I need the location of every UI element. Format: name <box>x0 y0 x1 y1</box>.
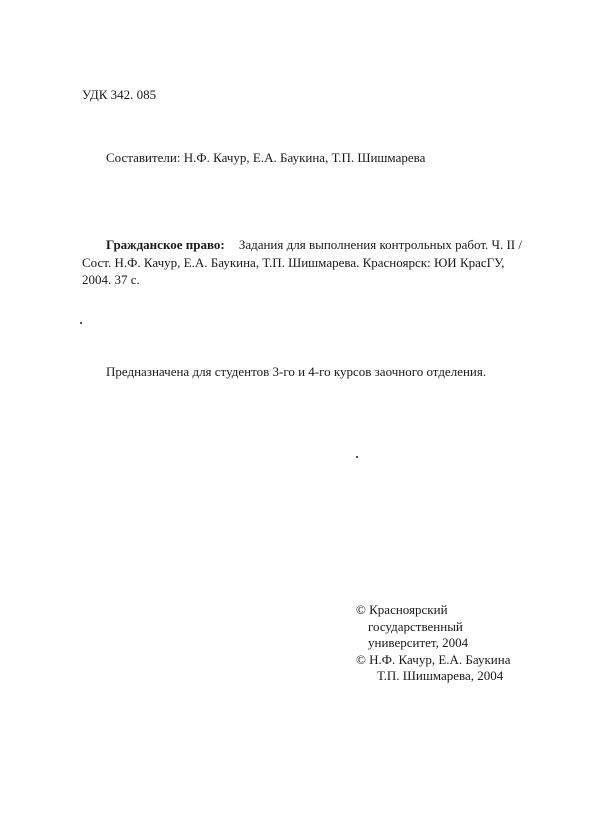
bibliographic-description <box>82 236 522 289</box>
copyright-line-2: государственный <box>368 618 463 634</box>
copyright-block <box>356 602 510 685</box>
bib-compilers: Сост. Н.Ф. Качур, Е.А. Баукина, Т.П. Шишмарева. Красноярск: ЮИ КрасГУ, <box>82 254 505 270</box>
scan-speck <box>80 322 82 324</box>
copyright-line-1: © Красноярский <box>356 602 448 617</box>
bib-title: Гражданское право: <box>106 237 225 252</box>
authors-line: Составители: Н.Ф. Качур, Е.А. Баукина, Т.П. Шишмарева <box>106 150 426 165</box>
copyright-line-4: © Н.Ф. Качур, Е.А. Баукина <box>356 651 511 667</box>
bib-line-3 <box>82 271 522 289</box>
copyright-line-5: Т.П. Шишмарева, 2004 <box>377 668 504 683</box>
bib-line-1 <box>82 236 522 254</box>
bib-line-2 <box>82 254 522 272</box>
scan-speck <box>356 456 358 458</box>
bib-subtitle: Задания для выполнения контрольных работ. Ч. II / <box>238 237 522 252</box>
udk-code: УДК 342. 085 <box>82 87 157 102</box>
bib-year-pages: 2004. 37 с. <box>82 272 140 287</box>
purpose-statement: Предназначена для студентов 3-го и 4-го курсов заочного отделения. <box>106 364 487 379</box>
copyright-line-3: университет, 2004 <box>368 635 469 650</box>
